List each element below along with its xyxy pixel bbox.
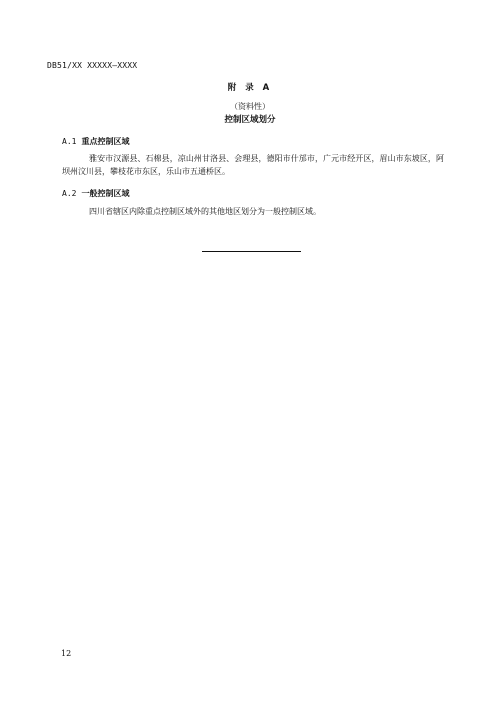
appendix-title: 附 录 A <box>227 83 273 93</box>
end-divider <box>202 251 301 252</box>
appendix-nature: （资料性） <box>230 102 270 111</box>
section-number: A.1 <box>62 137 77 146</box>
document-code: DB51/XX XXXXX—XXXX <box>47 61 138 70</box>
section-title: 重点控制区域 <box>81 137 130 146</box>
section-title: 一般控制区域 <box>81 189 130 198</box>
appendix-subject: 控制区域划分 <box>224 115 276 125</box>
section-paragraph-a1: 雅安市汉源县、石棉县，凉山州甘洛县、会理县，德阳市什邡市，广元市经开区，眉山市东坡区，阿坝州汶川县，攀枝花市东区，乐山市五通桥区。 <box>62 154 444 176</box>
page-number: 12 <box>61 649 72 658</box>
section-heading-a2 <box>62 188 129 199</box>
section-number: A.2 <box>62 189 77 198</box>
section-paragraph-a2: 四川省辖区内除重点控制区域外的其他地区划分为一般控制区域。 <box>89 207 321 216</box>
section-heading-a1 <box>62 136 129 147</box>
